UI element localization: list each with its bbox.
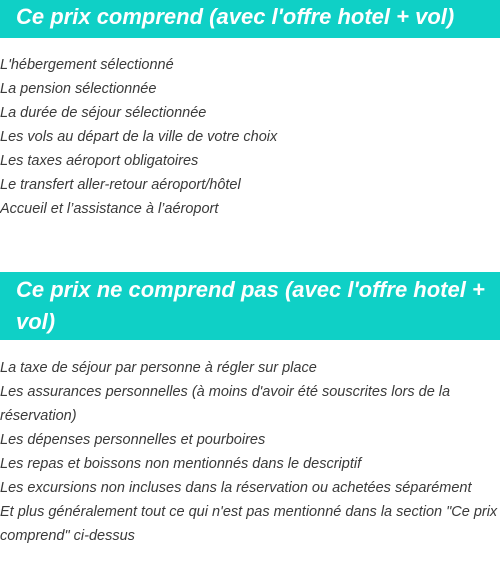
- list-item: Les vols au départ de la ville de votre choix: [0, 129, 278, 145]
- list-item: Les taxes aéroport obligatoires: [0, 153, 199, 169]
- list-item: Les assurances personnelles (à moins d'avoir été souscrites lors de la réservation): [0, 384, 451, 424]
- list-item: L'hébergement sélectionné: [0, 57, 174, 73]
- list-item: La taxe de séjour par personne à régler sur place: [0, 360, 317, 376]
- list-item: Accueil et l’assistance à l’aéroport: [0, 201, 219, 217]
- list-item: La durée de séjour sélectionnée: [0, 105, 207, 121]
- list-item: Les repas et boissons non mentionnés dans le descriptif: [0, 456, 362, 472]
- included-section-title: Ce prix comprend (avec l'offre hotel + vol): [0, 0, 500, 38]
- list-item: Et plus généralement tout ce qui n'est pas mentionné dans la section "Ce prix comprend" ci-dessus: [0, 504, 498, 544]
- list-item: Les dépenses personnelles et pourboires: [0, 432, 266, 448]
- list-item: Le transfert aller-retour aéroport/hôtel: [0, 177, 241, 193]
- excluded-section-title: Ce prix ne comprend pas (avec l'offre hotel + vol): [0, 272, 500, 340]
- list-item: La pension sélectionnée: [0, 81, 157, 97]
- list-item: Les excursions non incluses dans la réservation ou achetées séparément: [0, 480, 472, 496]
- excluded-items-list: [0, 356, 500, 548]
- included-items-list: [0, 53, 500, 221]
